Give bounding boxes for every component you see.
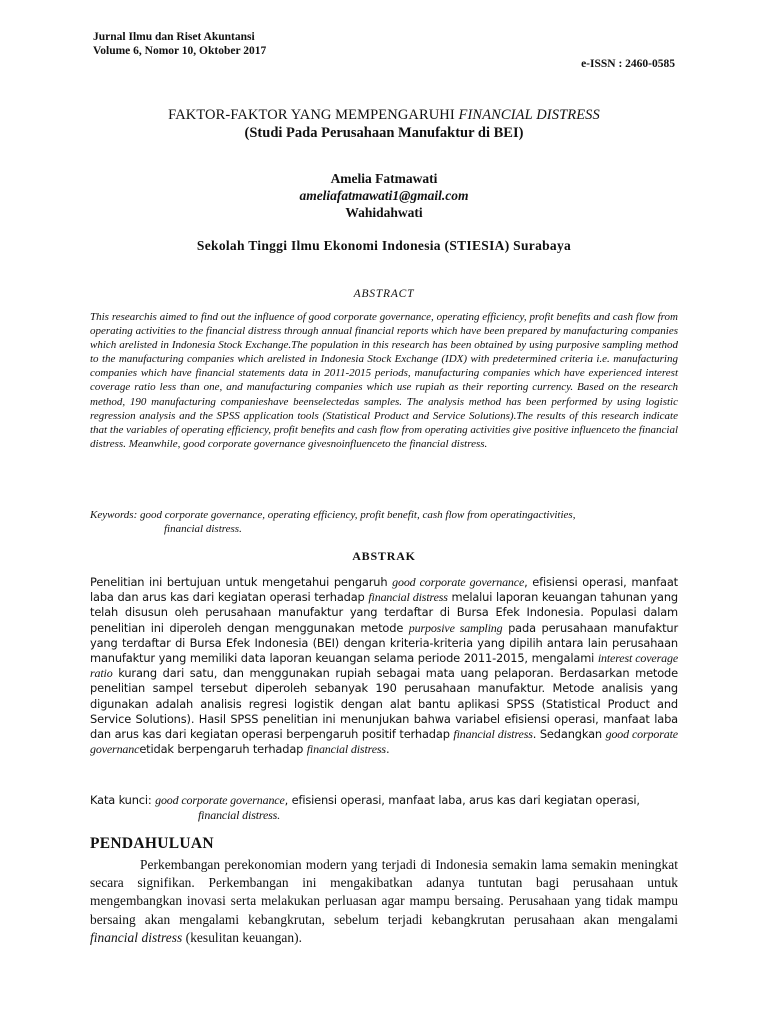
abstract-heading: ABSTRACT bbox=[353, 288, 415, 300]
abstrak-term: good corporate governanc bbox=[90, 727, 678, 757]
abstrak-text: kurang dari satu, dan menggunakan rupiah sebagai mata uang pelaporan. Berdasarkan metode penelitian sampel tersebut diperoleh sebanyak 190 perusahaan manufaktur. Metode analisis yang digunakan adalah analisis regresi logistik dengan alat bantu aplikasi SPSS (Statistical Product and Service Solutions). Hasil SPSS penelitian ini menunjukan bahwa variabel efisiensi operasi, manfaat laba dan arus kas dari kegiatan operasi berpengaruh positif terhadap bbox=[90, 666, 678, 742]
abstrak-text: , efisiensi operasi, manfaat laba dan arus kas dari kegiatan operasi terhadap bbox=[90, 575, 678, 605]
title-main: FAKTOR-FAKTOR YANG MEMPENGARUHI bbox=[168, 107, 455, 123]
journal-name: Jurnal Ilmu dan Riset Akuntansi bbox=[93, 31, 255, 43]
keywords-id bbox=[90, 793, 678, 823]
author-name-1: Amelia Fatmawati bbox=[330, 171, 438, 186]
abstrak-text: melalui laporan keuangan tahunan yang telah disusun oleh perusahaan manufaktur yang terdaftar di Bursa Efek Indonesia. Populasi dalam penelitian ini diperoleh dengan menggunakan metode bbox=[90, 590, 678, 635]
journal-volume: Volume 6, Nomor 10, Oktober 2017 bbox=[93, 45, 267, 57]
abstrak-term: purposive sampling bbox=[408, 620, 503, 635]
abstrak-text: pada perusahaan manufaktur yang terdaftar di Bursa Efek Indonesia (BEI) dengan kriteria-kriteria yang dipilih antara lain perusahaan manufaktur yang memiliki data laporan keuangan selama periode 2011-2015, mengalami bbox=[90, 620, 678, 666]
author-name-2: Wahidahwati bbox=[345, 205, 423, 220]
title-italic: FINANCIAL DISTRESS bbox=[458, 107, 600, 123]
abstrak-heading: ABSTRAK bbox=[352, 549, 416, 563]
intro-term: financial distress bbox=[90, 929, 183, 945]
abstrak-term: financial distress bbox=[306, 742, 386, 757]
keywords-id-line2: financial distress. bbox=[198, 808, 281, 822]
keywords-id-label: Kata kunci: bbox=[90, 793, 156, 807]
intro-paragraph bbox=[90, 856, 678, 947]
paper-title bbox=[88, 106, 680, 125]
paper-subtitle: (Studi Pada Perusahaan Manufaktur di BEI) bbox=[244, 125, 524, 141]
intro-text: Perkembangan perekonomian modern yang terjadi di Indonesia semakin lama semakin meningkat secara signifikan. Perkembangan ini mengakibatkan adanya tuntutan bagi perusahaan untuk mengembangkan inovasi serta melakukan perluasan agar mampu bersaing. Perusahaan yang tidak mampu bersaing akan mengalami kebangkrutan, sebelum terjadi kebangkrutan perusahaan akan mengalami bbox=[90, 857, 678, 927]
keywords-en-line1: Keywords: good corporate governance, operating efficiency, profit benefit, cash flow from operatingactivities, bbox=[90, 509, 576, 521]
abstrak-term: interest coverage ratio bbox=[90, 651, 678, 681]
abstrak-body bbox=[90, 575, 678, 757]
keywords-en-line2: financial distress. bbox=[164, 523, 242, 535]
abstrak-text: etidak berpengaruh terhadap bbox=[139, 742, 307, 757]
intro-body bbox=[90, 856, 678, 947]
journal-header bbox=[93, 30, 266, 58]
abstrak-term: good corporate governance bbox=[392, 575, 525, 589]
abstrak-text: . Sedangkan bbox=[532, 727, 606, 742]
abstrak-term: financial distress bbox=[368, 590, 448, 605]
abstrak-text: Penelitian ini bertujuan untuk mengetahui pengaruh bbox=[90, 575, 393, 589]
author-affiliation: Sekolah Tinggi Ilmu Ekonomi Indonesia (STIESIA) Surabaya bbox=[196, 238, 572, 253]
intro-text: (kesulitan keuangan). bbox=[182, 929, 302, 945]
abstract-body: This researchis aimed to find out the influence of good corporate governance, operating efficiency, profit benefits and cash flow from operating activities to the financial distress through annual financial reports which have been prepared by manufacturing companies which arelisted in Indonesia Stock Exchange.The population in this research has been obtained by using purposive sampling method to the manufacturing companies which arelisted in Indonesia Stock Exchange (IDX) with predetermined criteria i.e. manufacturing companies which have financial statements data in 2011-2015 periods, manufacturing companies which have experienced interest coverage ratio less than one, and manufacturing companies which use rupiah as their reporting currency. Based on the research method, 190 manufacturing companieshave beenselectedas samples. The analysis method has been performed by using logistic regression analysis and the SPSS application tools (Statistical Product and Service Solutions).The results of this research indicate that the variables of operating efficiency, profit benefits and cash flow from operating activities give positive influenceto the financial distress. Meanwhile, good corporate governance givesnoinfluenceto the financial distress. bbox=[90, 311, 678, 450]
keywords-id-text: , efisiensi operasi, manfaat laba, arus kas dari kegiatan operasi, bbox=[284, 793, 640, 807]
author-email: ameliafatmawati1@gmail.com bbox=[299, 188, 469, 203]
keywords-en bbox=[90, 508, 678, 536]
abstrak-text: . bbox=[385, 742, 390, 757]
keywords-id-term: good corporate governance bbox=[155, 793, 285, 807]
section-heading-pendahuluan: PENDAHULUAN bbox=[90, 835, 214, 852]
issn-label: e-ISSN : 2460-0585 bbox=[581, 58, 675, 70]
abstrak-term: financial distress bbox=[453, 727, 533, 742]
